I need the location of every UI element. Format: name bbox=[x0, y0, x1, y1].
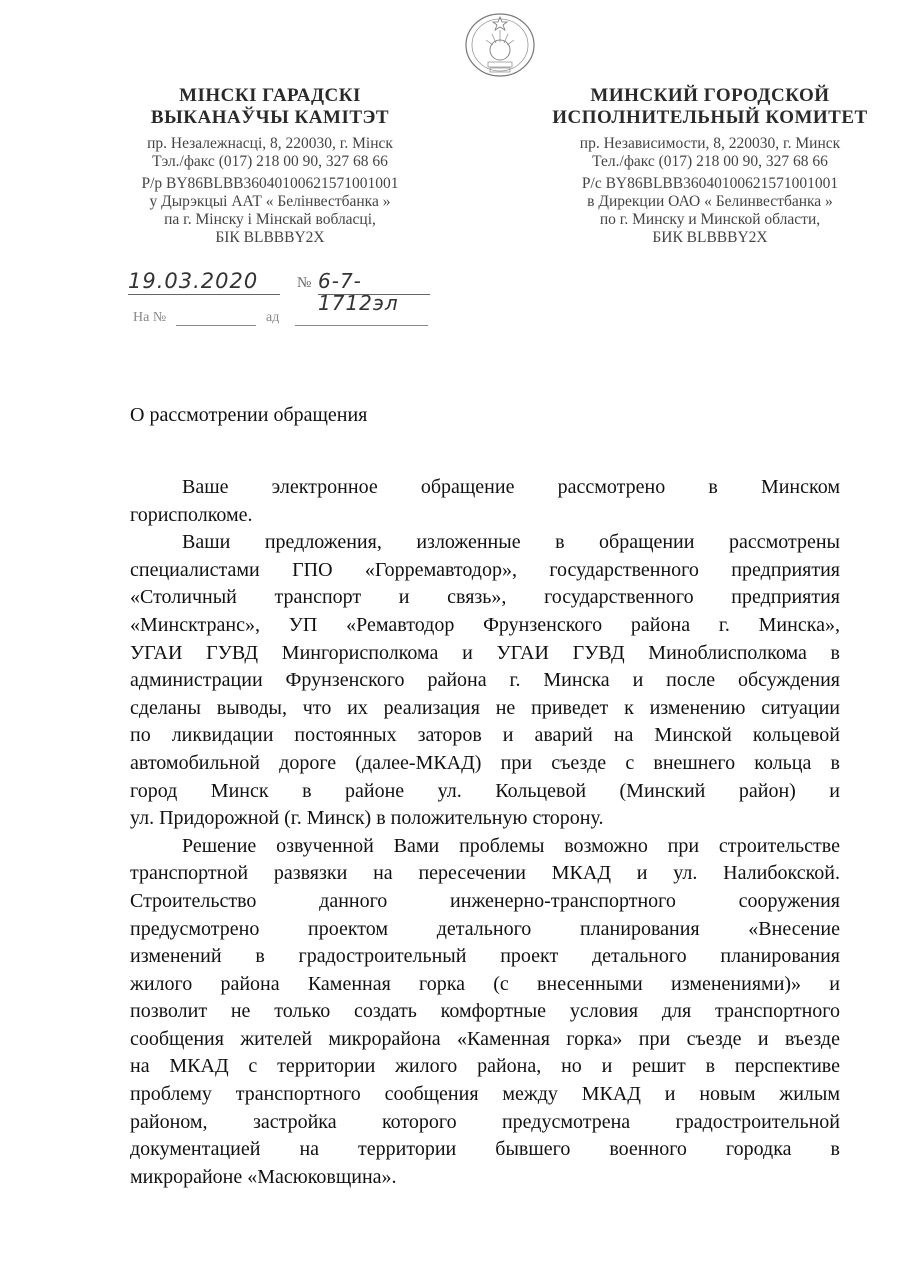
number-label: № bbox=[297, 275, 312, 291]
text-line: документацией на территории бывшего военного городка в bbox=[130, 1138, 840, 1161]
org-name-line: МІНСКІ ГАРАДСКІ bbox=[179, 85, 361, 106]
bank-bic: БІК BLBBBY2X bbox=[215, 229, 325, 246]
bank-bic: БИК BLBBBY2X bbox=[652, 229, 768, 246]
address: пр. Независимости, 8, 220030, г. Минск bbox=[579, 135, 841, 152]
bank-region: по г. Минску и Минской области, bbox=[599, 211, 821, 228]
text-line: сделаны выводы, что их реализация не приведет к изменению ситуации bbox=[130, 696, 840, 719]
org-name-line: ИСПОЛНИТЕЛЬНЫЙ КОМИТЕТ bbox=[552, 107, 868, 128]
text-line: Ваши предложения, изложенные в обращении рассмотрены bbox=[182, 531, 840, 554]
text-line: транспортной развязки на пересечении МКАД и ул. Налибокской. bbox=[130, 862, 840, 885]
paragraph bbox=[130, 474, 840, 529]
text-line: специалистами ГПО «Горремавтодор», государственного предприятия bbox=[130, 558, 840, 581]
ref-number-label: На № bbox=[133, 310, 167, 325]
text-line: город Минск в районе ул. Кольцевой (Минский район) и bbox=[130, 779, 840, 802]
header-russian bbox=[540, 85, 880, 247]
letter-body bbox=[130, 474, 840, 1191]
text-line: жилого района Каменная горка (с внесенными изменениями)» и bbox=[130, 972, 840, 995]
org-name-line: МИНСКИЙ ГОРОДСКОЙ bbox=[590, 85, 830, 106]
phone: Тэл./факс (017) 218 00 90, 327 68 66 bbox=[152, 153, 388, 170]
address: пр. Незалежнасці, 8, 220030, г. Мінск bbox=[147, 135, 393, 152]
text-line: проблему транспортного сообщения между МКАД и новым жилым bbox=[130, 1083, 840, 1106]
text-line: изменений в градостроительный проект детального планирования bbox=[130, 945, 840, 968]
text-line: микрорайоне «Масюковщина». bbox=[130, 1165, 397, 1188]
text-line: Решение озвученной Вами проблемы возможно при строительстве bbox=[182, 834, 840, 857]
bank-name: у Дырэкцыі ААТ « Белінвестбанка » bbox=[149, 193, 391, 210]
text-line: автомобильной дороге (далее-МКАД) при съезде с внешнего кольца в bbox=[130, 751, 840, 774]
text-line: «Столичный транспорт и связь», государственного предприятия bbox=[130, 586, 840, 609]
text-line: администрации Фрунзенского района г. Минска и после обсуждения bbox=[130, 669, 840, 692]
header-belarusian bbox=[120, 85, 420, 247]
bank-account: Р/с BY86BLBB36040100621571001001 bbox=[581, 175, 839, 192]
text-line: горисполкоме. bbox=[130, 503, 253, 526]
text-line: «Минсктранс», УП «Ремавтодор Фрунзенского района г. Минска», bbox=[130, 613, 840, 636]
ref-from-label: ад bbox=[266, 310, 280, 325]
text-line: предусмотрено проектом детального планирования «Внесение bbox=[130, 917, 840, 940]
text-line: Строительство данного инженерно-транспортного сооружения bbox=[130, 889, 840, 912]
text-line: районом, застройка которого предусмотрена градостроительной bbox=[130, 1110, 840, 1133]
paragraph bbox=[130, 833, 840, 1192]
bank-region: па г. Мінску і Мінскай вобласці, bbox=[164, 211, 376, 228]
bank-name: в Дирекции ОАО « Белинвестбанка » bbox=[587, 193, 833, 210]
text-line: ул. Придорожной (г. Минск) в положительную сторону. bbox=[130, 807, 604, 830]
org-name-line: ВЫКАНАЎЧЫ КАМІТЭТ bbox=[150, 107, 390, 128]
handwritten-date: 19.03.2020 bbox=[128, 270, 280, 295]
paragraph bbox=[130, 529, 840, 833]
ref-date-line bbox=[295, 325, 428, 326]
coat-of-arms-emblem bbox=[462, 12, 538, 78]
ref-number-line bbox=[176, 325, 256, 326]
text-line: позволит не только создать комфортные условия для транспортного bbox=[130, 1000, 840, 1023]
handwritten-reg-number: 6-7-1712эл bbox=[318, 270, 430, 295]
letter-subject: О рассмотрении обращения bbox=[130, 404, 368, 426]
text-line: сообщения жителей микрорайона «Каменная горка» при съезде и въезде bbox=[130, 1027, 840, 1050]
text-line: по ликвидации постоянных заторов и аварий на Минской кольцевой bbox=[130, 724, 840, 747]
text-line: Ваше электронное обращение рассмотрено в Минском bbox=[182, 476, 840, 498]
text-line: УГАИ ГУВД Мингорисполкома и УГАИ ГУВД Миноблисполкома в bbox=[130, 641, 840, 664]
phone: Тел./факс (017) 218 00 90, 327 68 66 bbox=[592, 153, 828, 170]
bank-account: Р/р BY86BLBB36040100621571001001 bbox=[141, 175, 399, 192]
text-line: на МКАД с территории жилого района, но и решит в перспективе bbox=[130, 1055, 840, 1078]
